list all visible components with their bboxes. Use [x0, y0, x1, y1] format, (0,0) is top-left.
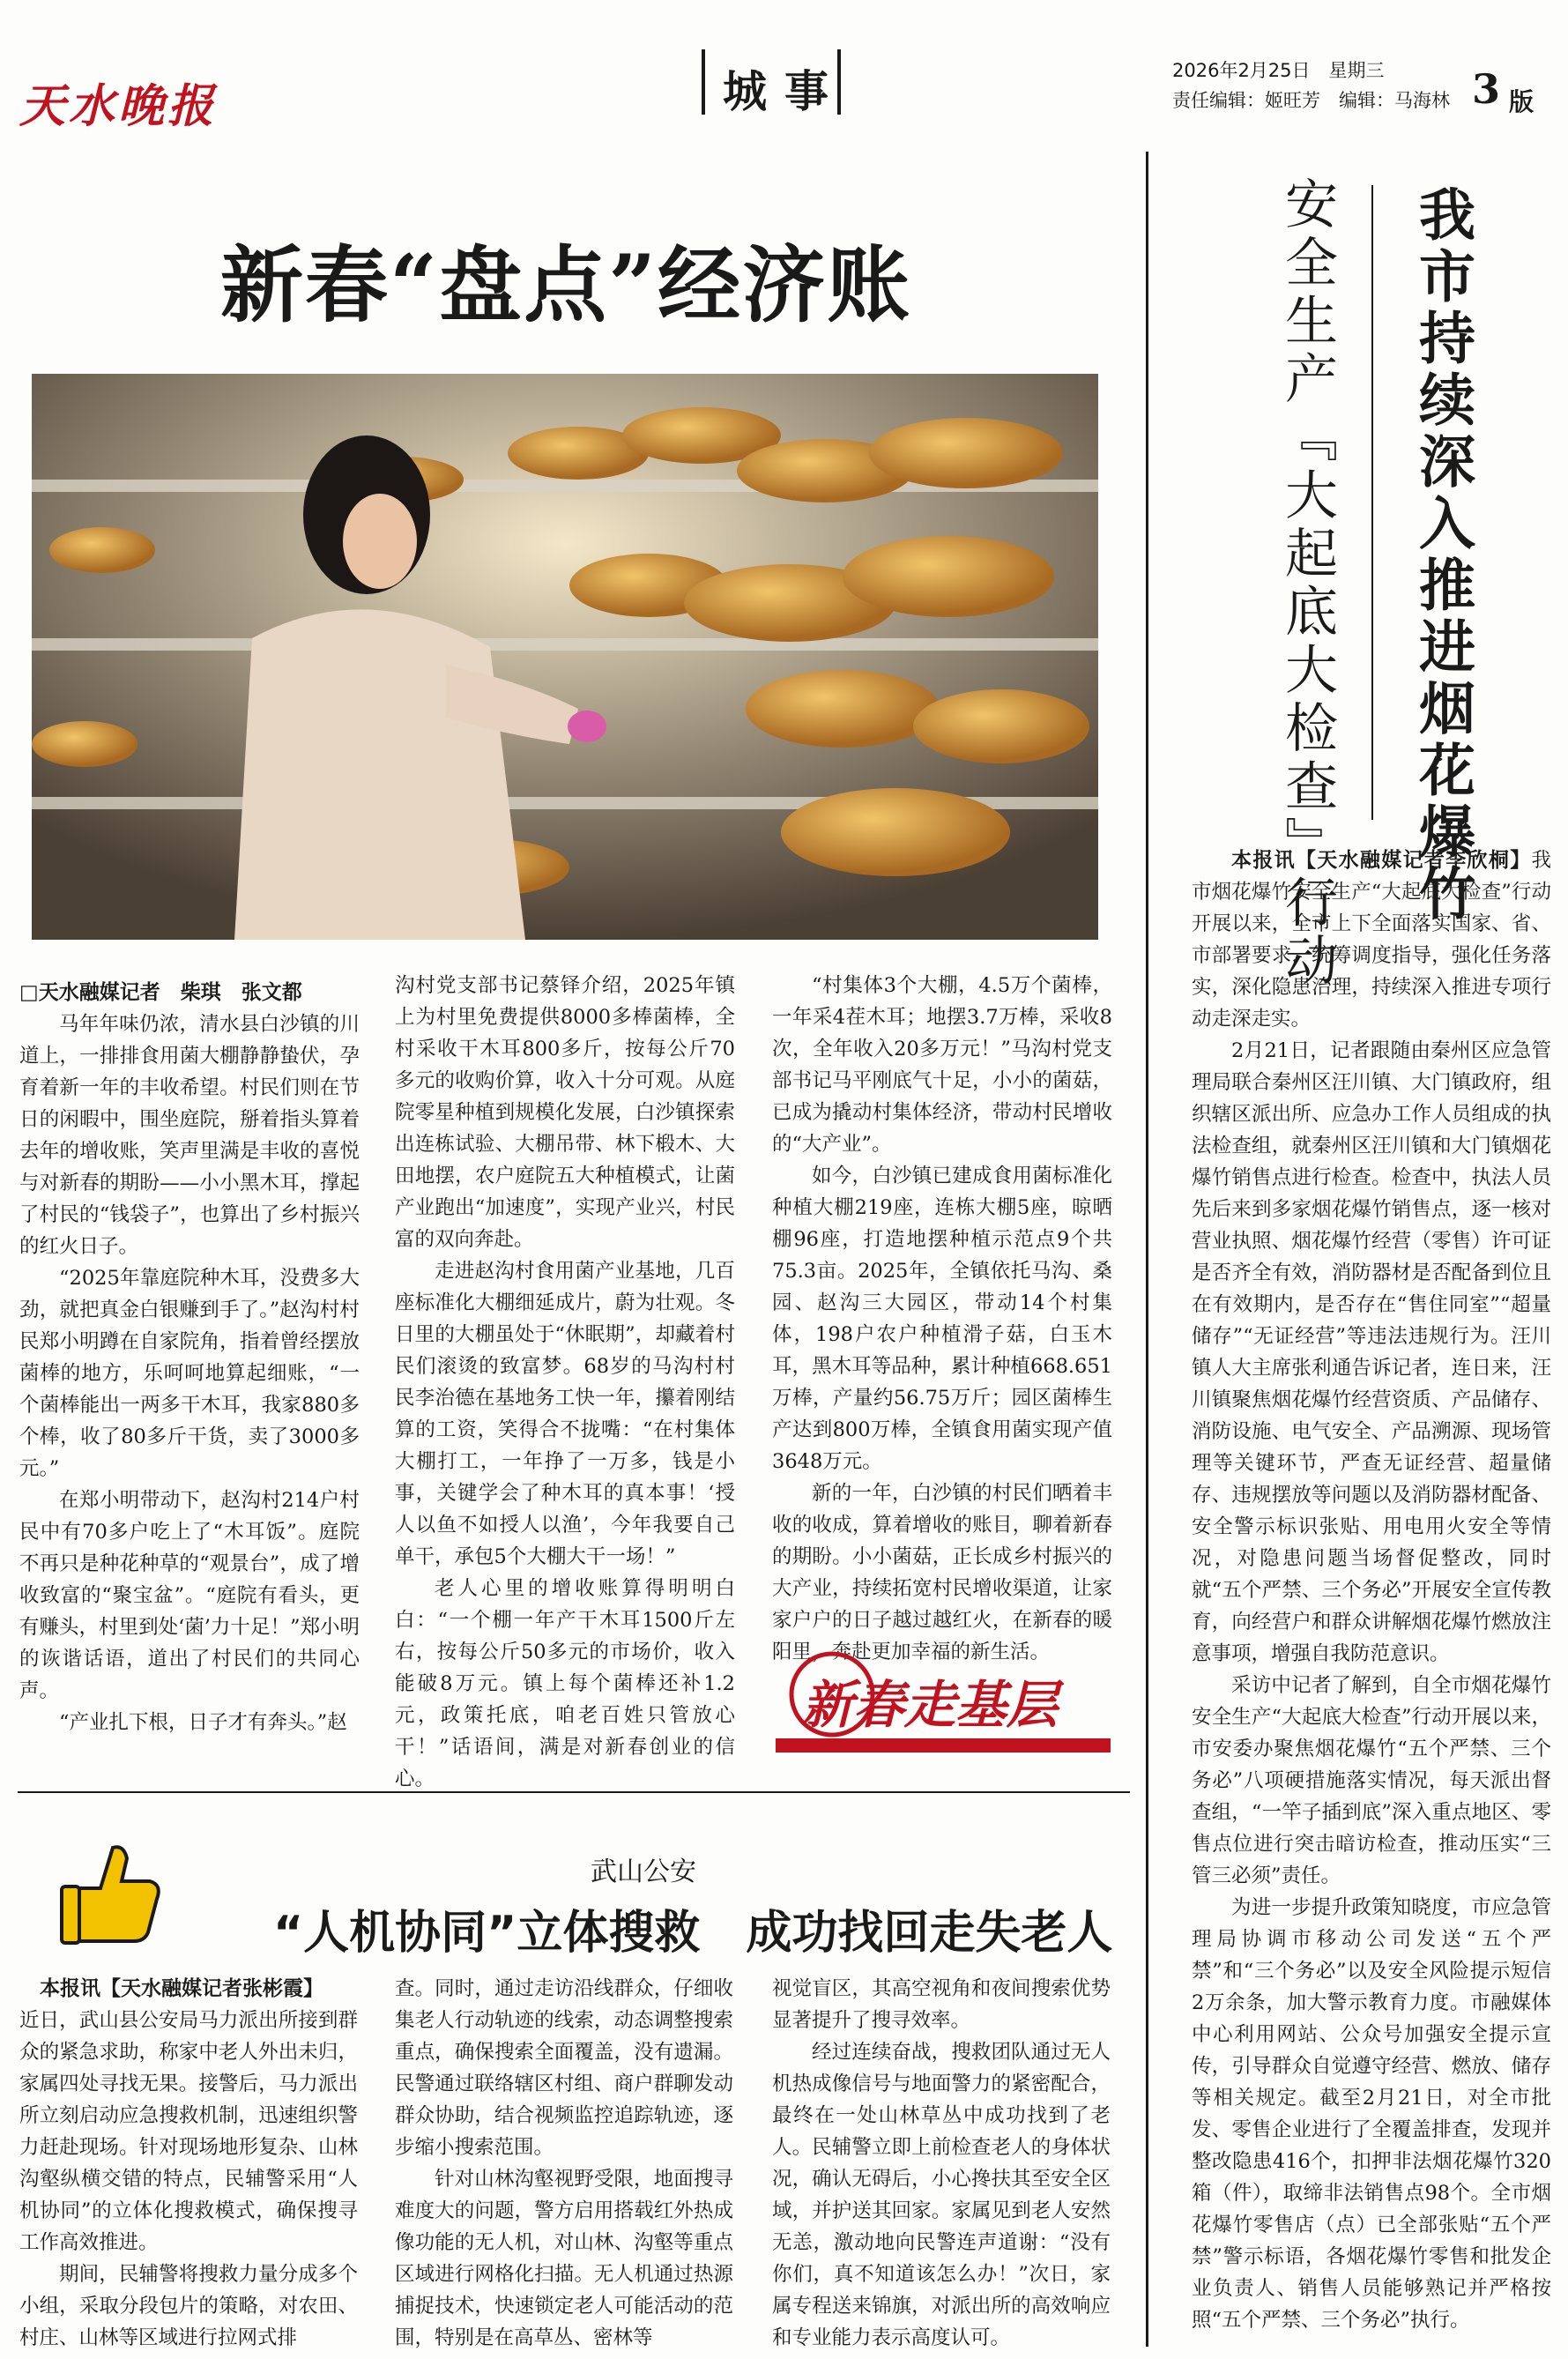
main-headline: 新春“盘点”经济账 — [220, 237, 912, 334]
paragraph: 针对山林沟壑视野受限，地面搜寻难度大的问题，警方启用搭载红外热成像功能的无人机，对山林、沟壑等重点区域进行网格化扫描。无人机通过热源捕捉技术，快速锁定老人可能活动的范围，特别是在高草丛、密林等 — [395, 2168, 733, 2349]
column-divider — [1146, 152, 1148, 2347]
bottom-article-col-2 — [395, 1973, 733, 2354]
byline: □天水融媒记者 柴琪 张文都 — [19, 980, 302, 1004]
byline: 本报讯【天水融媒记者李欣桐】 — [1231, 848, 1532, 872]
new-year-grassroots-stamp — [776, 1641, 1111, 1756]
paragraph: 期间，民辅警将搜救力量分成多个小组，采取分段包片的策略，对农田、村庄、山林等区域进行拉网式排 — [19, 2263, 358, 2349]
section-name: 城事 — [723, 65, 846, 117]
bottom-article-col-3 — [772, 1973, 1111, 2354]
paragraph: 走进赵沟村食用菌产业基地，几百座标准化大棚细延成片，蔚为壮观。冬日里的大棚虽处于“休眠期”，却藏着村民们滚烫的致富梦。68岁的马沟村村民李治德在基地务工快一年，攥着刚结算的工资，笑得合不拢嘴：“在村集体大棚打工，一年挣了一万多，钱是小事，关键学会了种木耳的真本事！‘授人以鱼不如授人以渔’，今年我要自己单干，承包5个大棚大干一场！” — [395, 1260, 735, 1568]
headline-divider — [1371, 185, 1373, 820]
bottom-article-col-1 — [19, 1973, 358, 2354]
right-headline-main: 我市持续深入推进烟花爆竹 — [1409, 185, 1475, 926]
right-headline-sub: 安全生产『大起底大检查』行动 — [1276, 176, 1338, 991]
stamp-text: 新春走基层 — [802, 1675, 1059, 1735]
paragraph: 沟村党支部书记蔡铎介绍，2025年镇上为村里免费提供8000多棒菌棒，全村采收干木耳800多斤，按每公斤70多元的收购价算，收入十分可观。从庭院零星种植到规模化发展，白沙镇探索出连栋试验、大棚吊带、林下椴木、大田地摆，农户庭院五大种植模式，让菌产业跑出“加速度”，实现产业兴，村民富的双向奔赴。 — [395, 974, 735, 1251]
main-article-col-1 — [19, 977, 360, 1738]
paragraph: 在郑小明带动下，赵沟村214户村民中有70多户吃上了“木耳饭”。庭院不再只是种花种草的“观景台”，成了增收致富的“聚宝盆”。“庭院有看头，更有赚头，村里到处‘菌’力十足！”郑小明的诙谐话语，道出了村民们的共同心声。 — [19, 1489, 360, 1702]
paragraph: “2025年靠庭院种木耳，没费多大劲，就把真金白银赚到手了。”赵沟村村民郑小明蹲在自家院角，指着曾经摆放菌棒的地方，乐呵呵地算起细账，“一个菌棒能出一两多干木耳，我家880多个棒，收了80多斤干货，卖了3000多元。” — [19, 1267, 360, 1480]
editor-line: 责任编辑：姬旺芳 编辑：马海林 — [1172, 90, 1450, 111]
date-line: 2026年2月25日 星期三 — [1172, 60, 1385, 81]
paragraph: 马年年味仍浓，清水县白沙镇的川道上，一排排食用菌大棚静静蛰伏，孕育着新一年的丰收希望。村民们则在节日的闲暇中，围坐庭院，掰着指头算着去年的增收账，笑声里满是丰收的喜悦与对新春的期盼——小小黑木耳，撑起了村民的“钱袋子”，也算出了乡村振兴的红火日子。 — [19, 1013, 360, 1258]
paragraph: 我市烟花爆竹安全生产“大起底大检查”行动开展以来，全市上下全面落实国家、省、市部署要求，统筹调度指导，强化任务落实，深化隐患治理，持续深入推进专项行动走深走实。 — [1192, 849, 1551, 1031]
bottom-headline: “人机协同”立体搜救 成功找回走失老人 — [273, 1907, 1113, 1960]
mushroom-greenhouse-photo — [32, 374, 1098, 940]
main-article-col-3 — [772, 970, 1112, 1668]
paragraph: 2月21日，记者跟随由秦州区应急管理局联合秦州区汪川镇、大门镇政府，组织辖区派出所、应急办工作人员组成的执法检查组，就秦州区汪川镇和大门镇烟花爆竹销售点进行检查。检查中，执法人员先后来到多家烟花爆竹销售点，逐一核对营业执照、烟花爆竹经营（零售）许可证是否齐全有效，消防器材是否配备到位且在有效期内，是否存在“售住同室”“超量储存”“无证经营”等违法违规行为。汪川镇人大主席张利通告诉记者，连日来，汪川镇聚焦烟花爆竹经营资质、产品储存、消防设施、电气安全、产品溯源、现场管理等关键环节，严查无证经营、超量储存、违规摆放等问题以及消防器材配备、安全警示标识张贴、用电用火安全等情况，对隐患问题当场督促整改，同时就“五个严禁、三个务必”开展安全宣传教育，向经营户和群众讲解烟花爆竹燃放注意事项，增强自我防范意识。 — [1192, 1039, 1551, 1665]
paragraph: 视觉盲区，其高空视角和夜间搜索优势显著提升了搜寻效率。 — [772, 1977, 1111, 2032]
thumbs-up-icon — [58, 1837, 164, 1946]
masthead-logo: 天水晚报 — [19, 79, 218, 133]
paragraph: 老人心里的增收账算得明明白白：“一个棚一年产干木耳1500斤左右，按每公斤50多元的市场价，收入能破8万元。镇上每个菌棒还补1.2元，政策托底，咱老百姓只管放心干！”话语间，满是对新春创业的信心。 — [395, 1577, 735, 1790]
paragraph: 近日，武山县公安局马力派出所接到群众的紧急求助，称家中老人外出未归，家属四处寻找无果。接警后，马力派出所立刻启动应急搜救机制，迅速组织警力赶赴现场。针对现场地形复杂、山林沟壑纵横交错的特点，民辅警采用“人机协同”的立体化搜救模式，确保搜寻工作高效推进。 — [19, 2009, 358, 2254]
paragraph: 新的一年，白沙镇的村民们晒着丰收的收成，算着增收的账目，聊着新春的期盼。小小菌菇，正长成乡村振兴的大产业，持续拓宽村民增收渠道，让家家户户的日子越过越红火，在新春的暖阳里，奔赴更加幸福的新生活。 — [772, 1482, 1112, 1663]
paragraph: 如今，白沙镇已建成食用菌标准化种植大棚219座，连栋大棚5座，晾晒棚96座，打造地摆种植示范点9个共75.3亩。2025年，全镇依托马沟、桑园、赵沟三大园区，带动14个村集体，198户农户种植滑子菇，白玉木耳，黑木耳等品种，累计种植668.651万棒，产量约56.75万斤；园区菌棒生产达到800万棒，全镇食用菌实现产值3648万元。 — [772, 1165, 1112, 1473]
main-article-col-2 — [395, 970, 735, 1795]
paragraph: “产业扎下根，日子才有奔头。”赵 — [59, 1711, 347, 1734]
byline: 本报讯【天水融媒记者张彬霞】 — [40, 1976, 323, 2000]
page-number: 3 — [1472, 65, 1501, 113]
paragraph: “村集体3个大棚，4.5万个菌棒，一年采4茬木耳；地摆3.7万棒，采收8次，全年收入20多万元！”马沟村党支部书记马平刚底气十足，小小的菌菇，已成为撬动村集体经济，带动村民增收的“大产业”。 — [772, 974, 1112, 1156]
paragraph: 查。同时，通过走访沿线群众，仔细收集老人行动轨迹的线索，动态调整搜索重点，确保搜索全面覆盖，没有遗漏。民警通过联络辖区村组、商户群聊发动群众协助，结合视频监控追踪轨迹，逐步缩小搜索范围。 — [395, 1977, 733, 2159]
paragraph: 采访中记者了解到，自全市烟花爆竹安全生产“大起底大检查”行动开展以来，市安委办聚焦烟花爆竹“五个严禁、三个务必”八项硬措施落实情况，每天派出督查组，“一竿子插到底”深入重点地区、零售点位进行突击暗访检查，推动压实“三管三必须”责任。 — [1192, 1674, 1551, 1887]
paragraph: 为进一步提升政策知晓度，市应急管理局协调市移动公司发送“五个严禁”和“三个务必”以及安全风险提示短信2万余条，加大警示教育力度。市融媒体中心利用网站、公众号加强安全提示宣传，引导群众自觉遵守经营、燃放、储存等相关规定。截至2月21日，对全市批发、零售企业进行了全覆盖排查，发现并整改隐患416个，扣押非法烟花爆竹320箱（件），取缔非法销售点98个。全市烟花爆竹零售店（点）已全部张贴“五个严禁”警示标语，各烟花爆竹零售和批发企业负责人、销售人员能够熟记并严格按照“五个严禁、三个务必”执行。 — [1192, 1896, 1551, 2332]
right-article-body — [1192, 845, 1551, 2336]
page-suffix: 版 — [1509, 87, 1535, 116]
bottom-kicker: 武山公安 — [591, 1857, 696, 1887]
paragraph: 经过连续奋战，搜救团队通过无人机热成像信号与地面警力的紧密配合，最终在一处山林草丛中成功找到了老人。民辅警立即上前检查老人的身体状况，确认无碍后，小心搀扶其至安全区域，并护送其回家。家属见到老人安然无恙，激动地向民警连声道谢：“没有你们，真不知道该怎么办！”次日，家属专程送来锦旗，对派出所的高效响应和专业能力表示高度认可。 — [772, 2041, 1111, 2349]
